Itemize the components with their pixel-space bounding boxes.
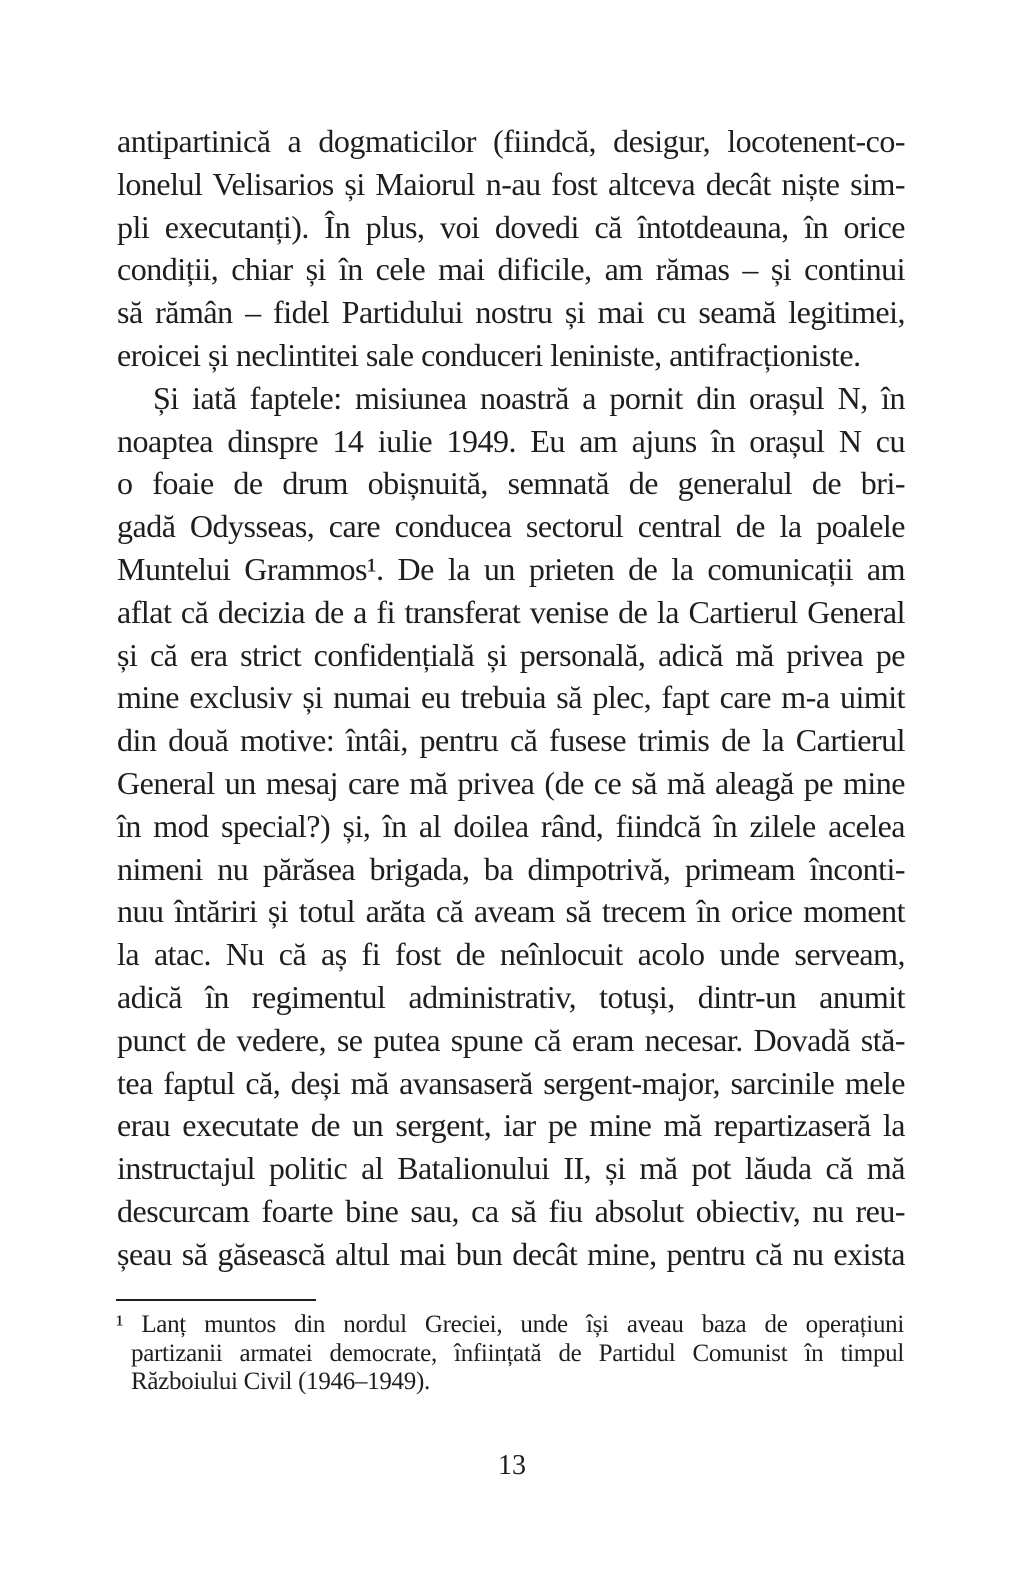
page-number: 13 <box>498 1450 526 1481</box>
text-line: antipartinică a dogmaticilor (fiindcă, desigur, locotenent-co- <box>117 123 905 159</box>
text-line: în mod special?) și, în al doilea rând, fiindcă în zilele acelea <box>117 807 905 844</box>
text-line: condiții, chiar și în cele mai dificile, am rămas – și continui <box>117 251 905 288</box>
text-line: pli executanți). În plus, voi dovedi că întotdeauna, în orice <box>117 208 905 245</box>
footnote-line: partizanii armatei democrate, înființată de Partidul Comunist în timpul <box>131 1339 904 1367</box>
text-line: noaptea dinspre 14 iulie 1949. Eu am ajuns în orașul N cu <box>117 422 905 459</box>
text-line: o foaie de drum obișnuită, semnată de generalul de bri- <box>117 465 905 502</box>
text-line: la atac. Nu că aș fi fost de neînlocuit acolo unde serveam, <box>117 936 905 973</box>
text-line: nuu întăriri și totul arăta că aveam să trecem în orice moment <box>117 893 905 930</box>
paragraph <box>117 377 905 1276</box>
text-line: instructajul politic al Batalionului II, și mă pot lăuda că mă <box>117 1150 905 1187</box>
text-line: din două motive: întâi, pentru că fusese trimis de la Cartierul <box>117 722 905 759</box>
text-line: și că era strict confidențială și personală, adică mă privea pe <box>117 636 905 673</box>
text-line: eroicei și neclintitei sale conduceri leniniste, antifracționiste. <box>117 336 861 373</box>
footnote-section <box>116 1299 904 1397</box>
text-line: aflat că decizia de a fi transferat venise de la Cartierul General <box>117 593 905 630</box>
footnote-text <box>116 1311 904 1397</box>
footnote-line: ¹ Lanț muntos din nordul Greciei, unde își aveau baza de operațiuni <box>116 1311 904 1338</box>
text-line: General un mesaj care mă privea (de ce să mă aleagă pe mine <box>117 764 905 801</box>
text-line: lonelul Velisarios și Maiorul n-au fost altceva decât niște sim- <box>117 165 905 202</box>
paragraph <box>117 120 905 377</box>
text-line: gadă Odysseas, care conducea sectorul central de la poalele <box>117 508 905 545</box>
text-line: să rămân – fidel Partidului nostru și mai cu seamă legitimei, <box>117 294 905 331</box>
text-line: descurcam foarte bine sau, ca să fiu absolut obiectiv, nu reu- <box>117 1192 905 1229</box>
text-line: adică în regimentul administrativ, totuși, dintr-un anumit <box>117 978 905 1015</box>
text-line: mine exclusiv și numai eu trebuia să plec, fapt care m-a uimit <box>117 679 905 716</box>
text-line: erau executate de un sergent, iar pe mine mă repartizaseră la <box>117 1107 905 1144</box>
footnote-separator-rule <box>116 1299 316 1301</box>
text-line: tea faptul că, deși mă avansaseră sergent-major, sarcinile mele <box>117 1064 905 1101</box>
text-line: punct de vedere, se putea spune că eram necesar. Dovadă stă- <box>117 1021 905 1058</box>
body-text <box>117 120 905 1276</box>
footnote-line: Războiului Civil (1946–1949). <box>131 1368 430 1395</box>
text-line: nimeni nu părăsea brigada, ba dimpotrivă, primeam înconti- <box>117 850 905 887</box>
text-line: șeau să găsească altul mai bun decât mine, pentru că nu exista <box>117 1235 905 1272</box>
text-line: Și iată faptele: misiunea noastră a pornit din orașul N, în <box>153 379 905 416</box>
text-line: Muntelui Grammos¹. De la un prieten de la comunicații am <box>117 550 905 587</box>
